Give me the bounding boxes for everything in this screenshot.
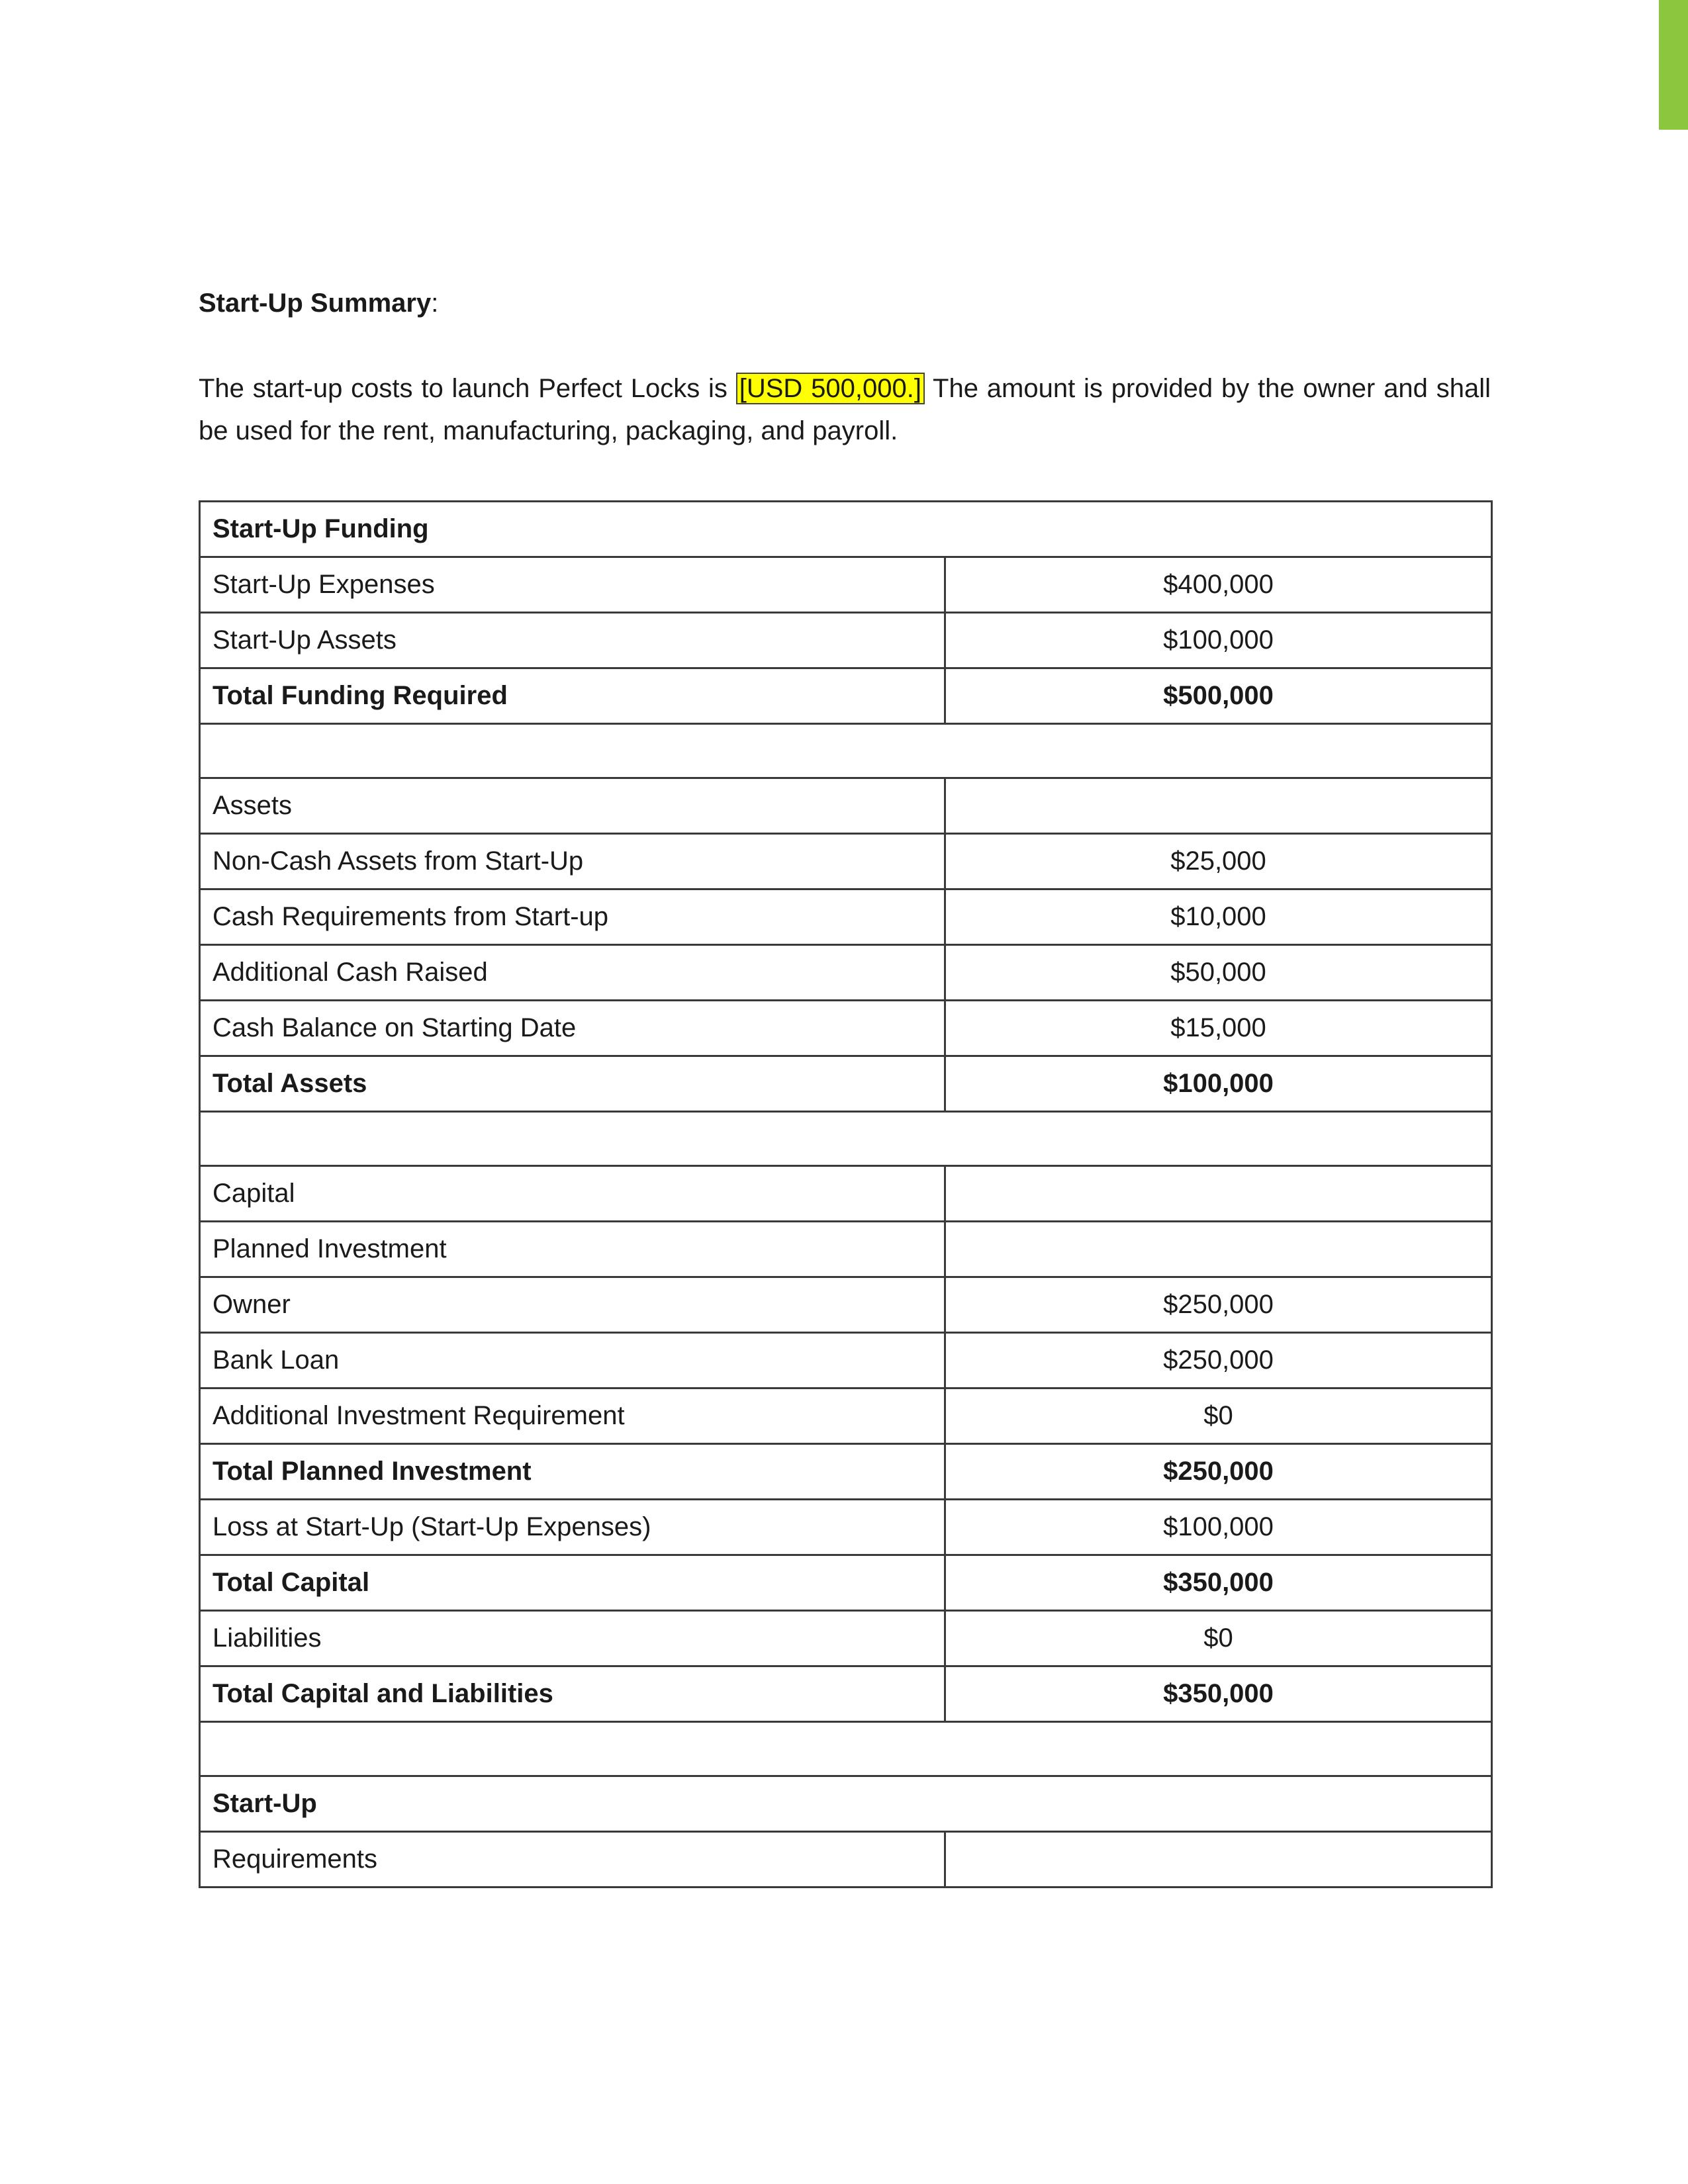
row-value: $100,000 bbox=[945, 1500, 1492, 1555]
table-row bbox=[200, 945, 1492, 1001]
spacer-row bbox=[200, 1112, 1492, 1166]
spacer-row bbox=[200, 724, 1492, 778]
row-label: Capital bbox=[200, 1166, 945, 1222]
table-header-row bbox=[200, 1776, 1492, 1832]
row-label: Total Planned Investment bbox=[200, 1444, 945, 1500]
row-value: $15,000 bbox=[945, 1001, 1492, 1056]
row-label: Start-Up Assets bbox=[200, 613, 945, 668]
table-row bbox=[200, 557, 1492, 613]
spacer-cell bbox=[200, 1722, 1492, 1776]
table-row bbox=[200, 1388, 1492, 1444]
row-value bbox=[945, 778, 1492, 834]
row-label: Total Capital bbox=[200, 1555, 945, 1611]
table-row bbox=[200, 1611, 1492, 1666]
section-heading-title: Start-Up Summary bbox=[199, 289, 432, 318]
row-value: $10,000 bbox=[945, 889, 1492, 945]
table-row bbox=[200, 778, 1492, 834]
table-row bbox=[200, 1277, 1492, 1333]
table-row bbox=[200, 613, 1492, 668]
row-label: Additional Investment Requirement bbox=[200, 1388, 945, 1444]
row-label: Planned Investment bbox=[200, 1222, 945, 1277]
row-label: Cash Requirements from Start-up bbox=[200, 889, 945, 945]
highlighted-amount: [USD 500,000.] bbox=[736, 373, 925, 404]
row-label: Cash Balance on Starting Date bbox=[200, 1001, 945, 1056]
table-row bbox=[200, 1166, 1492, 1222]
table-row-total bbox=[200, 1444, 1492, 1500]
table-header-row bbox=[200, 502, 1492, 557]
startup-funding-table bbox=[199, 500, 1493, 1888]
row-value bbox=[945, 1832, 1492, 1888]
row-value bbox=[945, 1166, 1492, 1222]
table-row bbox=[200, 1832, 1492, 1888]
row-label: Total Funding Required bbox=[200, 668, 945, 724]
row-label: Liabilities bbox=[200, 1611, 945, 1666]
row-label: Assets bbox=[200, 778, 945, 834]
startup-header-cell: Start-Up bbox=[200, 1776, 1492, 1832]
row-label: Owner bbox=[200, 1277, 945, 1333]
table-row-total bbox=[200, 1555, 1492, 1611]
row-label: Requirements bbox=[200, 1832, 945, 1888]
table-row bbox=[200, 889, 1492, 945]
intro-text-after: The amount is provided by the owner and shall be used for the rent, manufacturing, packaging, and payroll. bbox=[199, 374, 1491, 445]
intro-paragraph bbox=[199, 367, 1491, 452]
table-row bbox=[200, 834, 1492, 889]
row-label: Additional Cash Raised bbox=[200, 945, 945, 1001]
table-row bbox=[200, 1333, 1492, 1388]
row-label: Loss at Start-Up (Start-Up Expenses) bbox=[200, 1500, 945, 1555]
section-heading-colon: : bbox=[431, 289, 439, 318]
table-row bbox=[200, 1001, 1492, 1056]
spacer-cell bbox=[200, 1112, 1492, 1166]
table-row bbox=[200, 1500, 1492, 1555]
row-value: $250,000 bbox=[945, 1444, 1492, 1500]
section-heading bbox=[199, 283, 438, 323]
row-value: $0 bbox=[945, 1611, 1492, 1666]
table-row-total bbox=[200, 1056, 1492, 1112]
row-label: Start-Up Expenses bbox=[200, 557, 945, 613]
row-value: $50,000 bbox=[945, 945, 1492, 1001]
row-value: $250,000 bbox=[945, 1333, 1492, 1388]
intro-text-before: The start-up costs to launch Perfect Locks is bbox=[199, 374, 736, 403]
row-value: $100,000 bbox=[945, 1056, 1492, 1112]
row-value: $350,000 bbox=[945, 1555, 1492, 1611]
accent-bar bbox=[1659, 0, 1688, 130]
row-label: Total Capital and Liabilities bbox=[200, 1666, 945, 1722]
row-label: Non-Cash Assets from Start-Up bbox=[200, 834, 945, 889]
row-value: $350,000 bbox=[945, 1666, 1492, 1722]
table-row-total bbox=[200, 668, 1492, 724]
row-value: $25,000 bbox=[945, 834, 1492, 889]
row-value bbox=[945, 1222, 1492, 1277]
row-label: Total Assets bbox=[200, 1056, 945, 1112]
spacer-cell bbox=[200, 724, 1492, 778]
row-value: $400,000 bbox=[945, 557, 1492, 613]
spacer-row bbox=[200, 1722, 1492, 1776]
row-value: $250,000 bbox=[945, 1277, 1492, 1333]
table-row-total bbox=[200, 1666, 1492, 1722]
row-label: Bank Loan bbox=[200, 1333, 945, 1388]
funding-header-cell: Start-Up Funding bbox=[200, 502, 1492, 557]
row-value: $500,000 bbox=[945, 668, 1492, 724]
row-value: $0 bbox=[945, 1388, 1492, 1444]
table-row bbox=[200, 1222, 1492, 1277]
row-value: $100,000 bbox=[945, 613, 1492, 668]
